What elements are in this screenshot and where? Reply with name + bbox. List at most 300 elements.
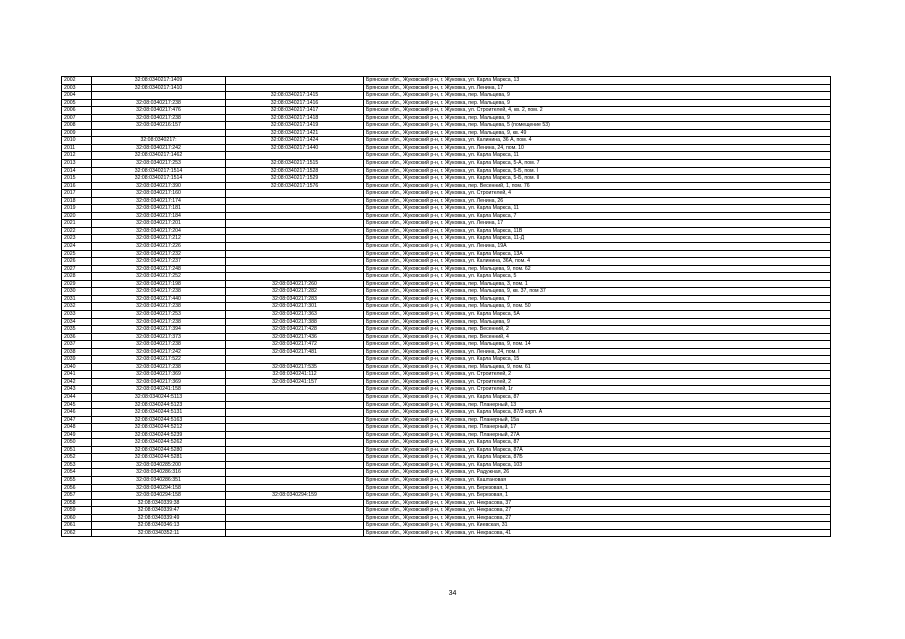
linked-cadastral-number-cell: 32:08:0340217:283 [226,295,364,303]
cadastral-number-cell: 32:08:0340217:237 [92,258,226,266]
linked-cadastral-number-cell: 32:08:0340217:1440 [226,144,364,152]
address-cell: Брянская обл., Жуковский р-н, г. Жуковка, ул. Некрасова, 37 [364,499,831,507]
address-cell: Брянская обл., Жуковский р-н, г. Жуковка, ул. Карла Маркса, 103 [364,461,831,469]
row-number-cell: 2033 [62,310,92,318]
row-number-cell: 2018 [62,197,92,205]
address-cell: Брянская обл., Жуковский р-н, г. Жуковка, ул. Киевская, 31 [364,522,831,530]
row-number-cell: 2048 [62,424,92,432]
linked-cadastral-number-cell [226,469,364,477]
linked-cadastral-number-cell: 32:08:0340217:282 [226,288,364,296]
linked-cadastral-number-cell [226,265,364,273]
cadastral-number-cell: 32:08:0340217:201 [92,220,226,228]
cadastral-number-cell: 32:08:0340244:5163 [92,416,226,424]
address-cell: Брянская обл., Жуковский р-н, г. Жуковка, ул. Калинина, 36А, пом. 4 [364,258,831,266]
linked-cadastral-number-cell [226,220,364,228]
address-cell: Брянская обл., Жуковский р-н, г. Жуковка, пер. Мальцева, 9 [364,99,831,107]
linked-cadastral-number-cell [226,190,364,198]
table-row [62,310,831,318]
cadastral-number-cell: 32:08:0340352:11 [92,529,226,537]
linked-cadastral-number-cell [226,507,364,515]
table-row [62,484,831,492]
table-row [62,265,831,273]
cadastral-number-cell: 32:08:0340217:238 [92,318,226,326]
table-row [62,492,831,500]
cadastral-number-cell: 32:08:0340217:1409 [92,77,226,85]
table-row [62,348,831,356]
linked-cadastral-number-cell [226,205,364,213]
linked-cadastral-number-cell [226,273,364,281]
row-number-cell: 2037 [62,341,92,349]
table-row [62,522,831,530]
cadastral-number-cell: 32:08:0340217:1514 [92,167,226,175]
row-number-cell: 2031 [62,295,92,303]
row-number-cell: 2044 [62,393,92,401]
row-number-cell: 2034 [62,318,92,326]
row-number-cell: 2023 [62,235,92,243]
row-number-cell: 2003 [62,84,92,92]
row-number-cell: 2013 [62,160,92,168]
table-row [62,160,831,168]
cadastral-number-cell: 32:08:0340217:226 [92,243,226,251]
address-cell: Брянская обл., Жуковский р-н, г. Жуковка, ул. Березовая, 1 [364,484,831,492]
row-number-cell: 2050 [62,439,92,447]
address-cell: Брянская обл., Жуковский р-н, г. Жуковка, ул. Радужная, 26 [364,469,831,477]
table-row [62,341,831,349]
cadastral-number-cell: 32:08:0340244:5131 [92,409,226,417]
table-row [62,114,831,122]
cadastral-number-cell: 32:08:0340339:47 [92,507,226,515]
linked-cadastral-number-cell [226,514,364,522]
linked-cadastral-number-cell: 32:08:0340217:472 [226,341,364,349]
linked-cadastral-number-cell: 32:08:0340217:1417 [226,107,364,115]
table-row [62,303,831,311]
table-row [62,416,831,424]
table-row [62,99,831,107]
linked-cadastral-number-cell [226,356,364,364]
table-row [62,212,831,220]
linked-cadastral-number-cell [226,476,364,484]
cadastral-number-cell: 32:08:0340217:204 [92,227,226,235]
table-row [62,469,831,477]
cadastral-number-cell: 32:08:0340217:238 [92,341,226,349]
row-number-cell: 2024 [62,243,92,251]
table-row [62,243,831,251]
linked-cadastral-number-cell [226,401,364,409]
address-cell: Брянская обл., Жуковский р-н, г. Жуковка, ул. Березовая, 1 [364,492,831,500]
row-number-cell: 2027 [62,265,92,273]
row-number-cell: 2045 [62,401,92,409]
cadastral-number-cell: 32:08:0340217:160 [92,190,226,198]
address-cell: Брянская обл., Жуковский р-н, г. Жуковка, ул. Ленина, 19А [364,243,831,251]
table-row [62,378,831,386]
linked-cadastral-number-cell [226,235,364,243]
table-row [62,318,831,326]
address-cell: Брянская обл., Жуковский р-н, г. Жуковка, ул. Строителей, 1г [364,386,831,394]
row-number-cell: 2036 [62,333,92,341]
cadastral-number-cell: 32:08:0340217:181 [92,205,226,213]
linked-cadastral-number-cell: 32:08:0340217:1529 [226,175,364,183]
table-row [62,167,831,175]
row-number-cell: 2006 [62,107,92,115]
row-number-cell: 2054 [62,469,92,477]
table-row [62,288,831,296]
cadastral-number-cell: 32:08:0340217:253 [92,310,226,318]
table-row [62,77,831,85]
row-number-cell: 2005 [62,99,92,107]
row-number-cell: 2026 [62,258,92,266]
row-number-cell: 2025 [62,250,92,258]
table-row [62,356,831,364]
table-row [62,386,831,394]
address-cell: Брянская обл., Жуковский р-н, г. Жуковка, ул. Ленина, 24, пом. I [364,348,831,356]
address-cell: Брянская обл., Жуковский р-н, г. Жуковка, ул. Карла Маркса, 5-А, пом. 7 [364,160,831,168]
cadastral-number-cell: 32:08:0340217:238 [92,114,226,122]
address-cell: Брянская обл., Жуковский р-н, г. Жуковка, пер. Мальцева, 5 (помещение 53) [364,122,831,130]
address-cell: Брянская обл., Жуковский р-н, г. Жуковка, ул. Карла Маркса, 13 [364,77,831,85]
linked-cadastral-number-cell [226,446,364,454]
row-number-cell: 2029 [62,280,92,288]
row-number-cell: 2022 [62,227,92,235]
row-number-cell: 2060 [62,514,92,522]
address-cell: Брянская обл., Жуковский р-н, г. Жуковка, пер. Мальцева, 9 [364,318,831,326]
table-row [62,431,831,439]
row-number-cell: 2040 [62,363,92,371]
row-number-cell: 2020 [62,212,92,220]
table-row [62,393,831,401]
table-row [62,235,831,243]
table-row [62,446,831,454]
row-number-cell: 2010 [62,137,92,145]
linked-cadastral-number-cell: 32:08:0340217:428 [226,326,364,334]
row-number-cell: 2016 [62,182,92,190]
cadastral-number-cell: 32:08:0340241:158 [92,386,226,394]
cadastral-number-cell [92,92,226,100]
row-number-cell: 2058 [62,499,92,507]
address-cell: Брянская обл., Жуковский р-н, г. Жуковка, ул. Карла Маркса, 5-Б, пом. II [364,175,831,183]
cadastral-number-cell: 32:08:0340217:238 [92,303,226,311]
cadastral-number-cell: 32:08:0340286:351 [92,476,226,484]
address-cell: Брянская обл., Жуковский р-н, г. Жуковка, пер. Мальцева, 9 [364,92,831,100]
row-number-cell: 2056 [62,484,92,492]
address-cell: Брянская обл., Жуковский р-н, г. Жуковка, ул. Карла Маркса, 5 [364,273,831,281]
table-row [62,273,831,281]
cadastral-number-cell [92,129,226,137]
address-cell: Брянская обл., Жуковский р-н, г. Жуковка, ул. Строителей, 4 [364,190,831,198]
linked-cadastral-number-cell [226,227,364,235]
linked-cadastral-number-cell [226,243,364,251]
linked-cadastral-number-cell: 32:08:0340241:112 [226,371,364,379]
table-row [62,227,831,235]
linked-cadastral-number-cell: 32:08:0340217:363 [226,310,364,318]
table-row [62,529,831,537]
row-number-cell: 2011 [62,144,92,152]
linked-cadastral-number-cell [226,250,364,258]
cadastral-number-cell: 32:08:0340244:5262 [92,439,226,447]
table-row [62,371,831,379]
cadastral-number-cell: 32:08:0340217:369 [92,371,226,379]
row-number-cell: 2041 [62,371,92,379]
address-cell: Брянская обл., Жуковский р-н, г. Жуковка, ул. Карла Маркса, 11-Д [364,235,831,243]
cadastral-number-cell: 32:08:0340217:476 [92,107,226,115]
address-cell: Брянская обл., Жуковский р-н, г. Жуковка, пер. Мальцева, 9, пом. 14 [364,341,831,349]
linked-cadastral-number-cell [226,484,364,492]
row-number-cell: 2051 [62,446,92,454]
linked-cadastral-number-cell: 32:08:0340217:1576 [226,182,364,190]
cadastral-number-cell: 32:08:0340217:248 [92,265,226,273]
address-cell: Брянская обл., Жуковский р-н, г. Жуковка, пер. Мальцева, 9 [364,114,831,122]
cadastral-number-cell: 32:08:0340217:212 [92,235,226,243]
linked-cadastral-number-cell: 32:08:0340217:388 [226,318,364,326]
row-number-cell: 2038 [62,348,92,356]
address-cell: Брянская обл., Жуковский р-н, г. Жуковка, ул. Карла Маркса, 87 [364,393,831,401]
table-row [62,326,831,334]
linked-cadastral-number-cell: 32:08:0340241:157 [226,378,364,386]
address-cell: Брянская обл., Жуковский р-н, г. Жуковка, ул. Каштановая [364,476,831,484]
linked-cadastral-number-cell [226,386,364,394]
linked-cadastral-number-cell: 32:08:0340217:481 [226,348,364,356]
cadastral-number-cell: 32:08:0340217:369 [92,378,226,386]
address-cell: Брянская обл., Жуковский р-н, г. Жуковка, пер. Планерный, 15а [364,416,831,424]
address-cell: Брянская обл., Жуковский р-н, г. Жуковка, ул. Строителей, 4, кв. 2, пом. 2 [364,107,831,115]
row-number-cell: 2035 [62,326,92,334]
row-number-cell: 2028 [62,273,92,281]
row-number-cell: 2061 [62,522,92,530]
table-row [62,175,831,183]
address-cell: Брянская обл., Жуковский р-н, г. Жуковка, ул. Строителей, 2 [364,378,831,386]
cadastral-number-cell: 32:08:0340217:238 [92,288,226,296]
table-row [62,454,831,462]
row-number-cell: 2049 [62,431,92,439]
table-row [62,461,831,469]
linked-cadastral-number-cell [226,84,364,92]
linked-cadastral-number-cell [226,77,364,85]
address-cell: Брянская обл., Жуковский р-н, г. Жуковка, пер. Весенний, 2 [364,326,831,334]
address-cell: Брянская обл., Жуковский р-н, г. Жуковка, ул. Карла Маркса, 5-Б, пом. I [364,167,831,175]
linked-cadastral-number-cell [226,499,364,507]
cadastral-number-cell: 32:08:0340216:157 [92,122,226,130]
address-cell: Брянская обл., Жуковский р-н, г. Жуковка, пер. Планерный, 27А [364,431,831,439]
address-cell: Брянская обл., Жуковский р-н, г. Жуковка, пер. Весенний, 4 [364,333,831,341]
table-row [62,197,831,205]
row-number-cell: 2009 [62,129,92,137]
table-row [62,476,831,484]
cadastral-number-cell: 32:08:0340217:440 [92,295,226,303]
cadastral-number-cell: 32:08:0340244:5281 [92,454,226,462]
cadastral-number-cell: 32:08:0340217:252 [92,273,226,281]
cadastral-number-cell: 32:08:0340217:184 [92,212,226,220]
cadastral-number-cell: 32:08:0340217:253 [92,160,226,168]
table-row [62,92,831,100]
row-number-cell: 2047 [62,416,92,424]
table-row [62,107,831,115]
cadastral-number-cell: 32:08:0340217:1462 [92,152,226,160]
registry-table [61,76,831,537]
table-row [62,280,831,288]
address-cell: Брянская обл., Жуковский р-н, г. Жуковка, пер. Мальцева, 9, пом. 62 [364,265,831,273]
table-row [62,363,831,371]
cadastral-number-cell: 32:08:0340339:49 [92,514,226,522]
address-cell: Брянская обл., Жуковский р-н, г. Жуковка, ул. Некрасова, 27 [364,507,831,515]
address-cell: Брянская обл., Жуковский р-н, г. Жуковка, пер. Планерный, 13 [364,401,831,409]
linked-cadastral-number-cell [226,522,364,530]
row-number-cell: 2062 [62,529,92,537]
table-row [62,152,831,160]
linked-cadastral-number-cell [226,431,364,439]
row-number-cell: 2008 [62,122,92,130]
linked-cadastral-number-cell: 32:08:0340217:1415 [226,92,364,100]
cadastral-number-cell: 32:08:0340217:522 [92,356,226,364]
cadastral-number-cell: 32:08:0340217:198 [92,280,226,288]
cadastral-number-cell: 32:08:0340217:394 [92,326,226,334]
table-row [62,401,831,409]
linked-cadastral-number-cell [226,197,364,205]
address-cell: Брянская обл., Жуковский р-н, г. Жуковка, ул. Карла Маркса, 87А [364,446,831,454]
table-row [62,137,831,145]
linked-cadastral-number-cell: 32:08:0340217:1418 [226,114,364,122]
cadastral-number-cell: 32:08:0340244:5212 [92,424,226,432]
row-number-cell: 2017 [62,190,92,198]
row-number-cell: 2012 [62,152,92,160]
linked-cadastral-number-cell: 32:08:0340217:436 [226,333,364,341]
cadastral-number-cell: 32:08:0340217:1410 [92,84,226,92]
row-number-cell: 2052 [62,454,92,462]
address-cell: Брянская обл., Жуковский р-н, г. Жуковка, ул. Карла Маркса, 87Б [364,454,831,462]
address-cell: Брянская обл., Жуковский р-н, г. Жуковка, ул. Ленина, 26 [364,197,831,205]
address-cell: Брянская обл., Жуковский р-н, г. Жуковка, ул. Строителей, 2 [364,371,831,379]
table-row [62,144,831,152]
address-cell: Брянская обл., Жуковский р-н, г. Жуковка, пер. Мальцева, 9, пом. 61 [364,363,831,371]
row-number-cell: 2039 [62,356,92,364]
linked-cadastral-number-cell: 32:08:0340294:159 [226,492,364,500]
address-cell: Брянская обл., Жуковский р-н, г. Жуковка, ул. Карла Маркса, 87 [364,439,831,447]
cadastral-number-cell: 32:08:0340346:13 [92,522,226,530]
address-cell: Брянская обл., Жуковский р-н, г. Жуковка, пер. Мальцева, 7 [364,295,831,303]
row-number-cell: 2019 [62,205,92,213]
address-cell: Брянская обл., Жуковский р-н, г. Жуковка, ул. Карла Маркса, 11 [364,152,831,160]
linked-cadastral-number-cell [226,152,364,160]
address-cell: Брянская обл., Жуковский р-н, г. Жуковка, ул. Некрасова, 27 [364,514,831,522]
cadastral-number-cell: 32:08:0340217:373 [92,333,226,341]
cadastral-number-cell: 32:08:0340217:232 [92,250,226,258]
address-cell: Брянская обл., Жуковский р-н, г. Жуковка, ул. Карла Маркса, 7 [364,212,831,220]
row-number-cell: 2007 [62,114,92,122]
linked-cadastral-number-cell: 32:08:0340217:260 [226,280,364,288]
linked-cadastral-number-cell: 32:08:0340217:1416 [226,99,364,107]
cadastral-number-cell: 32:08:0340217:174 [92,197,226,205]
address-cell: Брянская обл., Жуковский р-н, г. Жуковка, пер. Мальцева, 3, пом. 1 [364,280,831,288]
table-row [62,439,831,447]
linked-cadastral-number-cell [226,424,364,432]
linked-cadastral-number-cell: 32:08:0340217:1419 [226,122,364,130]
cadastral-number-cell: 32:08:0340217:390 [92,182,226,190]
linked-cadastral-number-cell [226,393,364,401]
linked-cadastral-number-cell [226,439,364,447]
table-row [62,84,831,92]
address-cell: Брянская обл., Жуковский р-н, г. Жуковка, ул. Карла Маркса, 15 [364,356,831,364]
row-number-cell: 2053 [62,461,92,469]
cadastral-number-cell: 32:08:0340217:238 [92,99,226,107]
cadastral-number-cell: 32:08:0340286:316 [92,469,226,477]
table-row [62,190,831,198]
linked-cadastral-number-cell: 32:08:0340217:1515 [226,160,364,168]
row-number-cell: 2015 [62,175,92,183]
page-number: 34 [448,590,457,597]
table-row [62,205,831,213]
table-row [62,499,831,507]
linked-cadastral-number-cell: 32:08:0340217:1528 [226,167,364,175]
table-row [62,129,831,137]
row-number-cell: 2014 [62,167,92,175]
row-number-cell: 2002 [62,77,92,85]
linked-cadastral-number-cell [226,454,364,462]
cadastral-number-cell: 32:08:0340217:238 [92,363,226,371]
row-number-cell: 2030 [62,288,92,296]
address-cell: Брянская обл., Жуковский р-н, г. Жуковка, ул. Ленина, 17 [364,220,831,228]
table-row [62,295,831,303]
cadastral-number-cell: 32:08:0340294:158 [92,484,226,492]
cadastral-number-cell: 32:08:0340217:242 [92,348,226,356]
table-row [62,507,831,515]
address-cell: Брянская обл., Жуковский р-н, г. Жуковка, ул. Калинина, 36 А, пом. 4 [364,137,831,145]
linked-cadastral-number-cell [226,409,364,417]
linked-cadastral-number-cell [226,416,364,424]
cadastral-number-cell: 32:08:0340217:1514 [92,175,226,183]
address-cell: Брянская обл., Жуковский р-н, г. Жуковка, пер. Мальцева, 9, кв. 37, пом 37 [364,288,831,296]
linked-cadastral-number-cell [226,212,364,220]
cadastral-number-cell: 32:08:0340244:5280 [92,446,226,454]
linked-cadastral-number-cell [226,258,364,266]
address-cell: Брянская обл., Жуковский р-н, г. Жуковка, ул. Карла Маркса, 5А [364,310,831,318]
table-row [62,122,831,130]
row-number-cell: 2004 [62,92,92,100]
address-cell: Брянская обл., Жуковский р-н, г. Жуковка, ул. Некрасова, 41 [364,529,831,537]
table-row [62,333,831,341]
cadastral-number-cell: 32:08:0340217:242 [92,144,226,152]
address-cell: Брянская обл., Жуковский р-н, г. Жуковка, пер. Планерный, 17 [364,424,831,432]
linked-cadastral-number-cell: 32:08:0340217:1424 [226,137,364,145]
cadastral-number-cell: 32:08:0340244:5113 [92,393,226,401]
row-number-cell: 2032 [62,303,92,311]
cadastral-number-cell: 32:08:0340285:200 [92,461,226,469]
address-cell: Брянская обл., Жуковский р-н, г. Жуковка, пер. Мальцева, 9, пом. 50 [364,303,831,311]
row-number-cell: 2059 [62,507,92,515]
cadastral-number-cell: 32:08:0340217: [92,137,226,145]
address-cell: Брянская обл., Жуковский р-н, г. Жуковка, пер. Весенний, 1, пом. 76 [364,182,831,190]
linked-cadastral-number-cell: 32:08:0340217:301 [226,303,364,311]
row-number-cell: 2046 [62,409,92,417]
registry-table-body [62,77,831,537]
address-cell: Брянская обл., Жуковский р-н, г. Жуковка, ул. Ленина, 24, пом. 10 [364,144,831,152]
row-number-cell: 2043 [62,386,92,394]
linked-cadastral-number-cell [226,461,364,469]
row-number-cell: 2042 [62,378,92,386]
table-row [62,250,831,258]
table-row [62,514,831,522]
cadastral-number-cell: 32:08:0340244:5123 [92,401,226,409]
row-number-cell: 2057 [62,492,92,500]
row-number-cell: 2055 [62,476,92,484]
table-row [62,220,831,228]
linked-cadastral-number-cell [226,529,364,537]
address-cell: Брянская обл., Жуковский р-н, г. Жуковка, ул. Карла Маркса, 13А [364,250,831,258]
address-cell: Брянская обл., Жуковский р-н, г. Жуковка, ул. Ленина, 17 [364,84,831,92]
table-row [62,182,831,190]
table-row [62,409,831,417]
cadastral-number-cell: 32:08:0340244:5239 [92,431,226,439]
table-row [62,424,831,432]
cadastral-number-cell: 32:08:0340339:38 [92,499,226,507]
address-cell: Брянская обл., Жуковский р-н, г. Жуковка, ул. Карла Маркса, 87/3 корп. А [364,409,831,417]
